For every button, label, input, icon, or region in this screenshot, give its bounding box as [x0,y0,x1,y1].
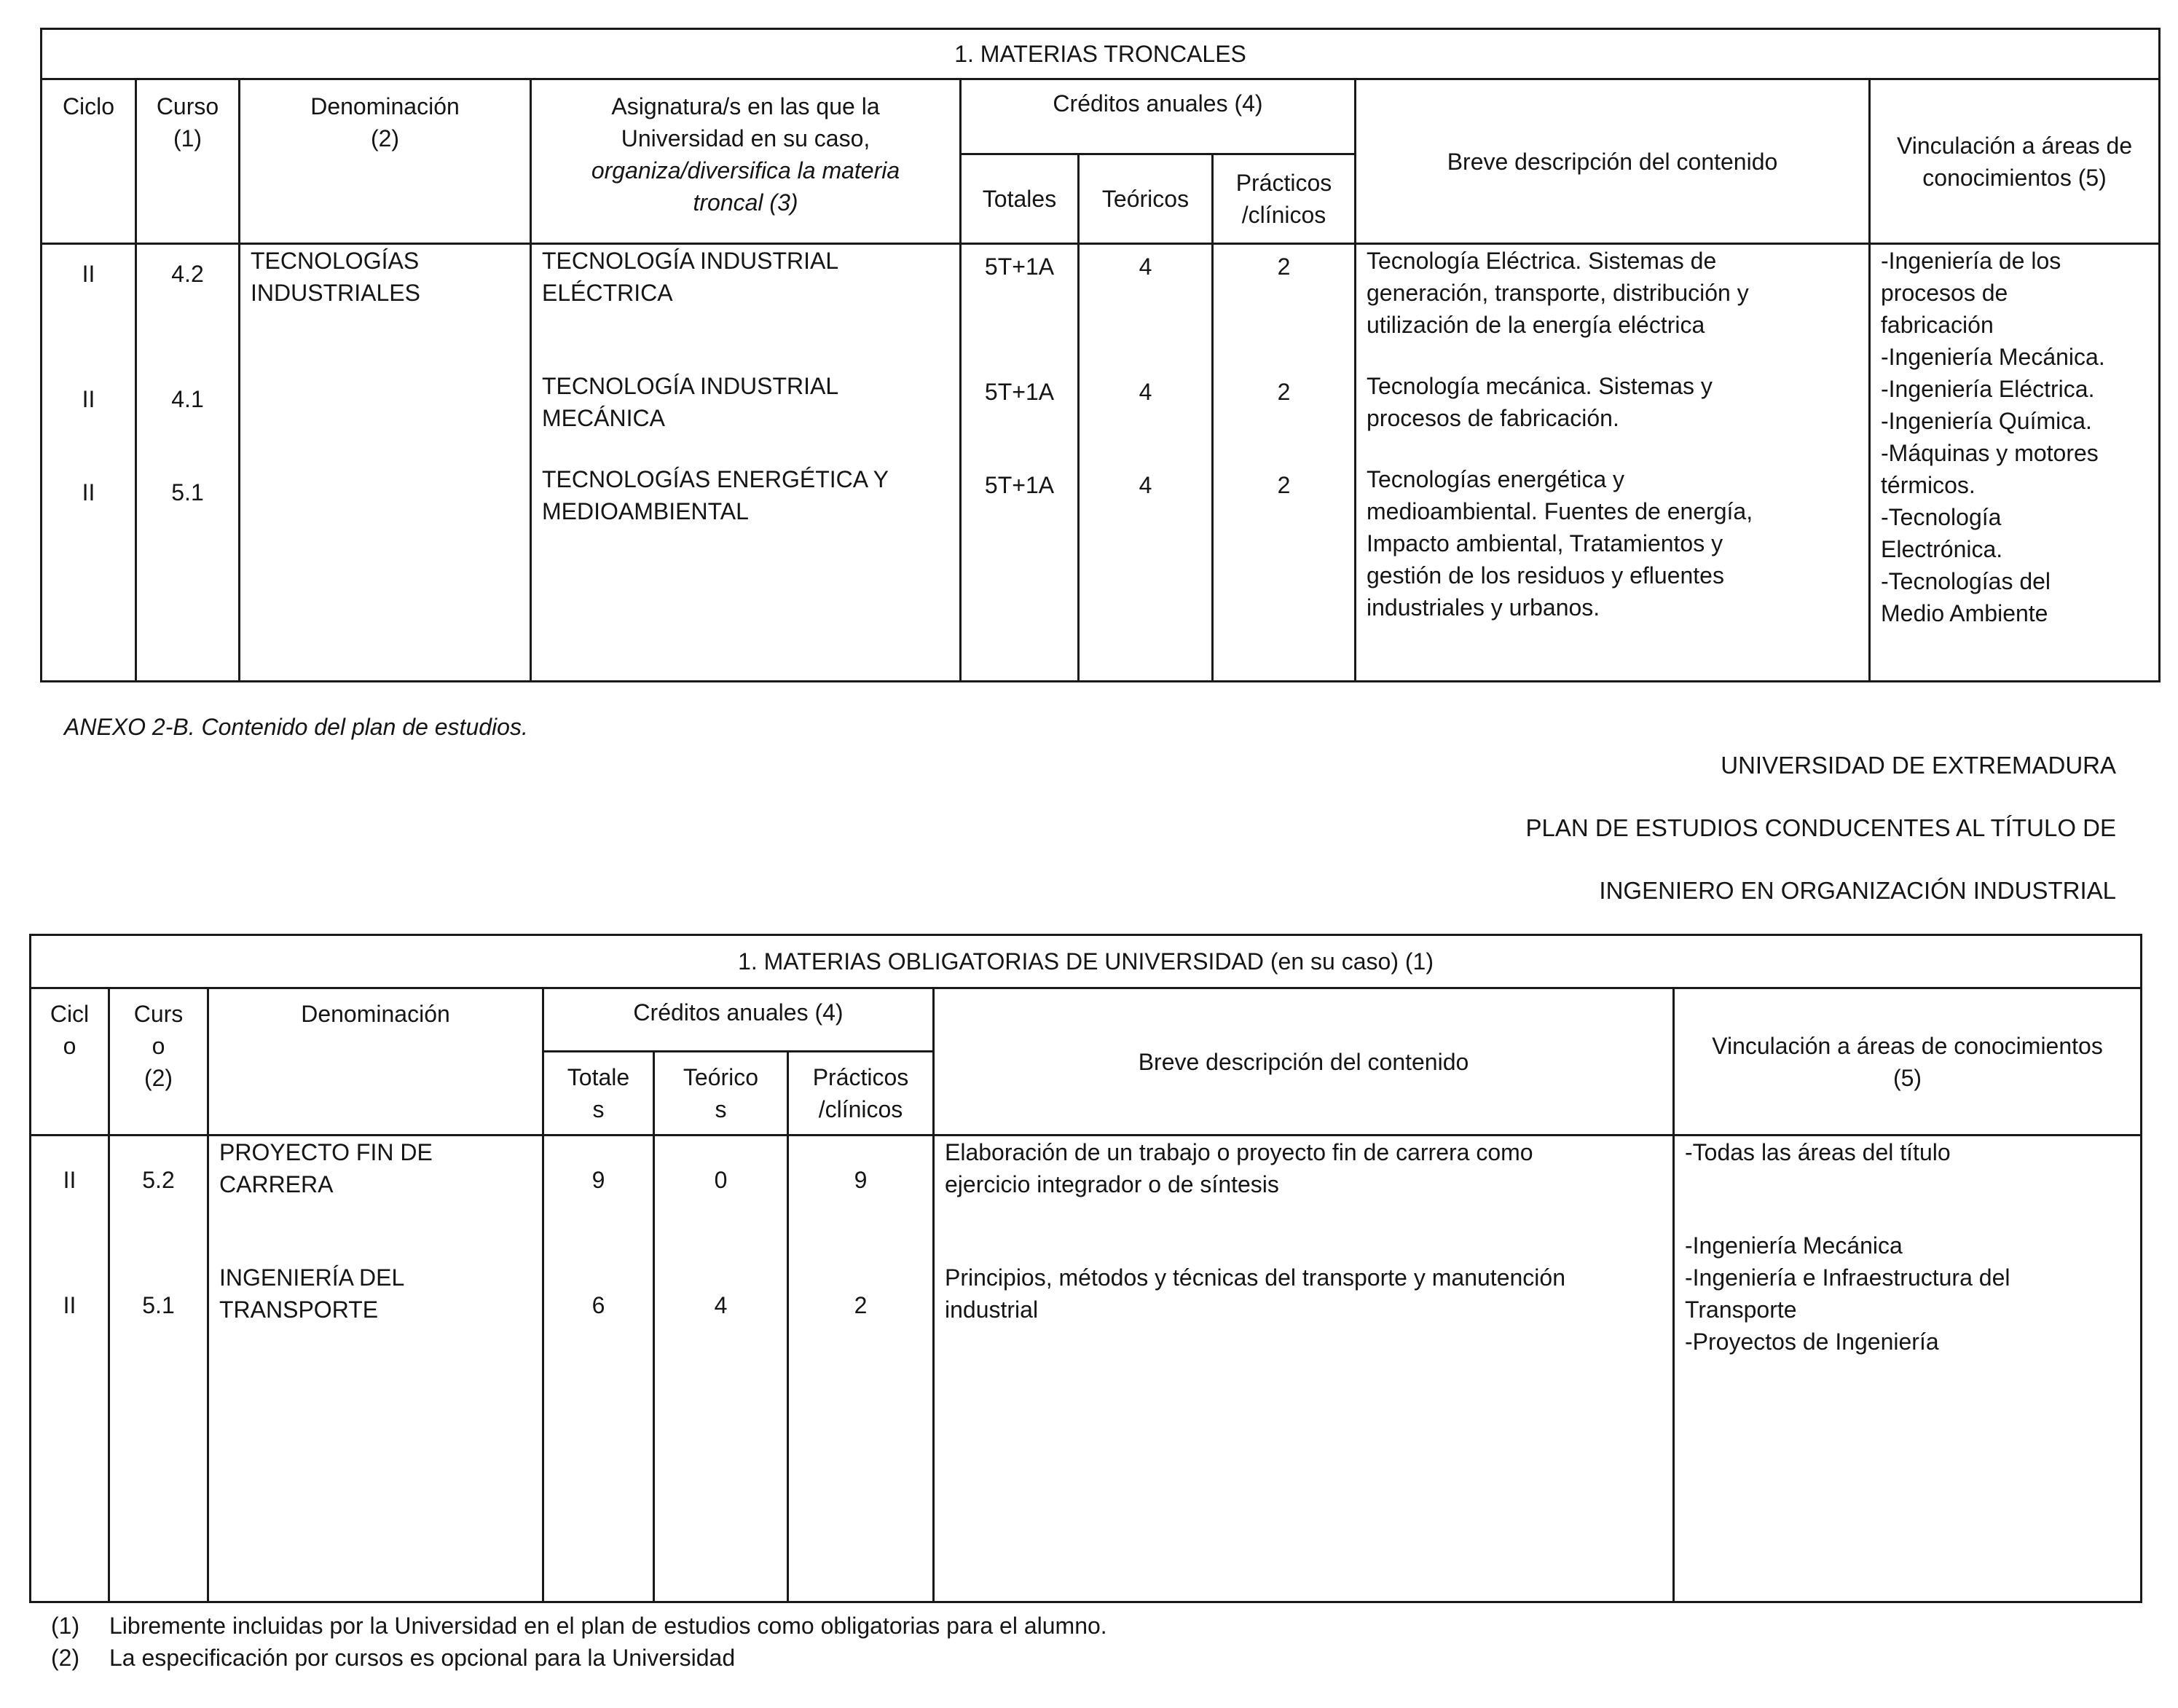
cell-text: 9 [854,1167,868,1193]
footnote-text: Libremente incluidas por la Universidad en el plan de estudios como obligatorias para el alumno. [109,1613,1107,1639]
cell-text: ELÉCTRICA [542,280,673,306]
header-text: Prácticos [1235,170,1332,196]
totales-cell [543,1136,654,1602]
cell-text: 2 [1277,472,1291,498]
table-row [31,1136,2142,1602]
header-ciclo: Ciclo [42,79,136,244]
cell-text: -Ingeniería Eléctrica. [1881,376,2095,402]
cell-text: 4 [1139,472,1152,498]
practicos-cell [788,1136,934,1602]
table-title: 1. MATERIAS TRONCALES [42,29,2160,79]
footnote-number: (2) [51,1645,80,1671]
cell-text: MECÁNICA [542,405,665,431]
header-text: /clínicos [818,1096,903,1122]
header-text: Vinculación a áreas de conocimientos [1712,1032,2103,1059]
university-name: UNIVERSIDAD DE EXTREMADURA [1721,752,2116,779]
cell-text: 4.2 [171,261,204,287]
practicos-cell [1213,244,1356,682]
cell-text: térmicos. [1881,472,1975,498]
header-text: (5) [1892,1064,1922,1091]
cell-text: generación, transporte, distribución y [1367,280,1749,306]
cell-text: 2 [1277,379,1291,405]
header-totales [543,1052,654,1136]
denominacion-cell [240,244,531,682]
cell-text: -Ingeniería de los [1881,248,2061,274]
materias-troncales-table [40,28,2161,682]
cell-text: 4 [714,1292,728,1318]
ciclo-cell [31,1136,109,1602]
cell-text: -Máquinas y motores [1881,440,2099,466]
cell-text: II [82,386,95,412]
header-asignatura [531,79,961,244]
curso-cell [136,244,240,682]
cell-text: Principios, métodos y técnicas del transporte y manutención [945,1264,1565,1291]
table-row [42,244,2160,682]
cell-text: procesos de [1881,280,2008,306]
footnote-number: (1) [51,1613,80,1639]
cell-text: II [82,261,95,287]
cell-text: TECNOLOGÍA INDUSTRIAL [542,373,839,399]
curso-cell [109,1136,208,1602]
header-descripcion: Breve descripción del contenido [1356,79,1870,244]
cell-text: procesos de fabricación. [1367,405,1619,431]
header-text: Teórico [683,1064,759,1090]
cell-text: TRANSPORTE [219,1296,379,1323]
cell-text: TECNOLOGÍA INDUSTRIAL [542,248,839,274]
header-text: (2) [370,125,400,151]
header-text: o [152,1033,165,1059]
cell-text: Tecnologías energética y [1367,466,1624,492]
cell-text: -Ingeniería Química. [1881,408,2092,434]
cell-text: Tecnología Eléctrica. Sistemas de [1367,248,1717,274]
cell-text: gestión de los residuos y efluentes [1367,562,1724,589]
header-denominacion [240,79,531,244]
cell-text: MEDIOAMBIENTAL [542,498,749,524]
cell-text: medioambiental. Fuentes de energía, [1367,498,1753,524]
descripcion-cell [1356,244,1870,682]
teoricos-cell [1079,244,1213,682]
header-text: Totale [567,1064,630,1090]
cell-text: 9 [591,1167,605,1193]
header-vinculacion [1674,988,2142,1136]
header-practicos [788,1052,934,1136]
cell-text: 4 [1139,379,1152,405]
cell-text: 5.1 [171,479,204,505]
cell-text: 2 [854,1292,868,1318]
materias-obligatorias-table [29,934,2142,1603]
header-curso [136,79,240,244]
header-text: Denominación [310,93,460,119]
header-text: conocimientos (5) [1922,164,2107,191]
cell-text: CARRERA [219,1171,334,1197]
header-text: Vinculación a áreas de [1896,132,2133,159]
header-denominacion: Denominación [208,988,543,1136]
header-ciclo [31,988,109,1136]
cell-text: -Tecnologías del [1881,568,2051,594]
header-creditos: Créditos anuales (4) [543,988,934,1052]
cell-text: 6 [591,1292,605,1318]
cell-text: fabricación [1881,312,1994,338]
cell-text: II [63,1167,76,1193]
header-text: (2) [144,1065,173,1091]
cell-text: -Tecnología [1881,504,2002,530]
cell-text: industrial [945,1296,1039,1323]
cell-text: -Todas las áreas del título [1685,1139,1951,1165]
vinculacion-cell [1674,1136,2142,1602]
cell-text: Electrónica. [1881,536,2003,562]
cell-text: 5.1 [142,1292,175,1318]
cell-text: 5T+1A [984,379,1055,405]
cell-text: Elaboración de un trabajo o proyecto fin de carrera como [945,1139,1533,1165]
header-text: Prácticos [812,1064,909,1090]
annex-caption: ANEXO 2-B. Contenido del plan de estudios. [64,714,528,740]
header-text: troncal (3) [693,189,798,216]
cell-text: Transporte [1685,1296,1797,1323]
header-text: Curso [156,93,219,119]
header-text: Curs [133,1001,184,1027]
cell-text: 5T+1A [984,253,1055,280]
cell-text: industriales y urbanos. [1367,594,1600,621]
teoricos-cell [654,1136,788,1602]
descripcion-cell [934,1136,1674,1602]
footnote [51,1642,1107,1674]
header-text: /clínicos [1241,202,1326,228]
header-text: s [715,1096,727,1122]
header-text: Cicl [50,1001,90,1027]
header-curso [109,988,208,1136]
cell-text: ejercicio integrador o de síntesis [945,1171,1279,1197]
cell-text: Tecnología mecánica. Sistemas y [1367,373,1713,399]
header-text: (1) [173,125,203,151]
cell-text: Impacto ambiental, Tratamientos y [1367,530,1723,556]
cell-text: utilización de la energía eléctrica [1367,312,1705,338]
footnote-text: La especificación por cursos es opcional para la Universidad [109,1645,736,1671]
cell-text: PROYECTO FIN DE [219,1139,433,1165]
cell-text: -Ingeniería e Infraestructura del [1685,1264,2010,1291]
header-text: Universidad en su caso, [621,125,870,151]
plan-title: PLAN DE ESTUDIOS CONDUCENTES AL TÍTULO DE [1525,814,2116,841]
cell-text: INGENIERÍA DEL [219,1264,405,1291]
cell-text: -Ingeniería Mecánica. [1881,344,2105,370]
cell-text: 4.1 [171,386,204,412]
cell-text: 5.2 [142,1167,175,1193]
header-totales: Totales [961,154,1079,244]
header-text: s [592,1096,605,1122]
ciclo-cell [42,244,136,682]
vinculacion-cell [1870,244,2160,682]
cell-text: TECNOLOGÍAS [251,248,420,274]
footnote [51,1610,1107,1642]
header-teoricos [654,1052,788,1136]
cell-text: 4 [1139,253,1152,280]
header-text: o [63,1033,76,1059]
denominacion-cell [208,1136,543,1602]
degree-title: INGENIERO EN ORGANIZACIÓN INDUSTRIAL [1599,877,2116,904]
cell-text: -Ingeniería Mecánica [1685,1232,1903,1259]
cell-text: TECNOLOGÍAS ENERGÉTICA Y [542,466,889,492]
totales-cell [961,244,1079,682]
header-practicos [1213,154,1356,244]
cell-text: 5T+1A [984,472,1055,498]
header-text: organiza/diversifica la materia [591,157,900,184]
cell-text: 0 [714,1167,728,1193]
cell-text: 2 [1277,253,1291,280]
table-title: 1. MATERIAS OBLIGATORIAS DE UNIVERSIDAD (en su caso) (1) [31,935,2142,988]
header-text: Asignatura/s en las que la [611,93,880,119]
cell-text: Medio Ambiente [1881,600,2048,626]
header-descripcion: Breve descripción del contenido [934,988,1674,1136]
cell-text: II [63,1292,76,1318]
header-vinculacion [1870,79,2160,244]
footnotes [51,1610,1107,1674]
cell-text: INDUSTRIALES [251,280,420,306]
asignatura-cell [531,244,961,682]
header-teoricos: Teóricos [1079,154,1213,244]
cell-text: -Proyectos de Ingeniería [1685,1329,1939,1355]
header-creditos: Créditos anuales (4) [961,79,1356,154]
cell-text: II [82,479,95,505]
